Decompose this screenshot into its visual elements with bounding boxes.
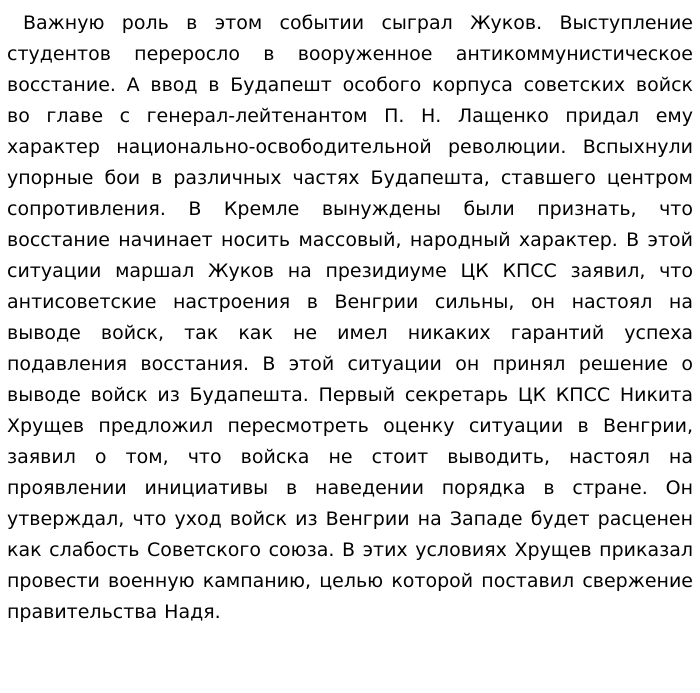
document-page xyxy=(7,8,693,628)
body-paragraph: Важную роль в этом событии сыграл Жуков. Выступление студентов переросло в вооруженное антикоммунистическое восстание. А ввод в Будапешт особого корпуса советских войск во главе с генерал-лейтенантом П. Н. Лащенко придал ему характер национально-освободительной революции. Вспыхнули упорные бои в различных частях Будапешта, ставшего центром сопротивления. В Кремле вынуждены были признать, что восстание начинает носить массовый, народный характер. В этой ситуации маршал Жуков на президиуме ЦК КПСС заявил, что антисоветские настроения в Венгрии сильны, он настоял на выводе войск, так как не имел никаких гарантий успеха подавления восстания. В этой ситуации он принял решение о выводе войск из Будапешта. Первый секретарь ЦК КПСС Никита Хрущев предложил пересмотреть оценку ситуации в Венгрии, заявил о том, что войска не стоит выводить, настоял на проявлении инициативы в наведении порядка в стране. Он утверждал, что уход войск из Венгрии на Западе будет расценен как слабость Советского союза. В этих условиях Хрущев приказал провести военную кампанию, целью которой поставил свержение правительства Надя. xyxy=(7,12,693,623)
